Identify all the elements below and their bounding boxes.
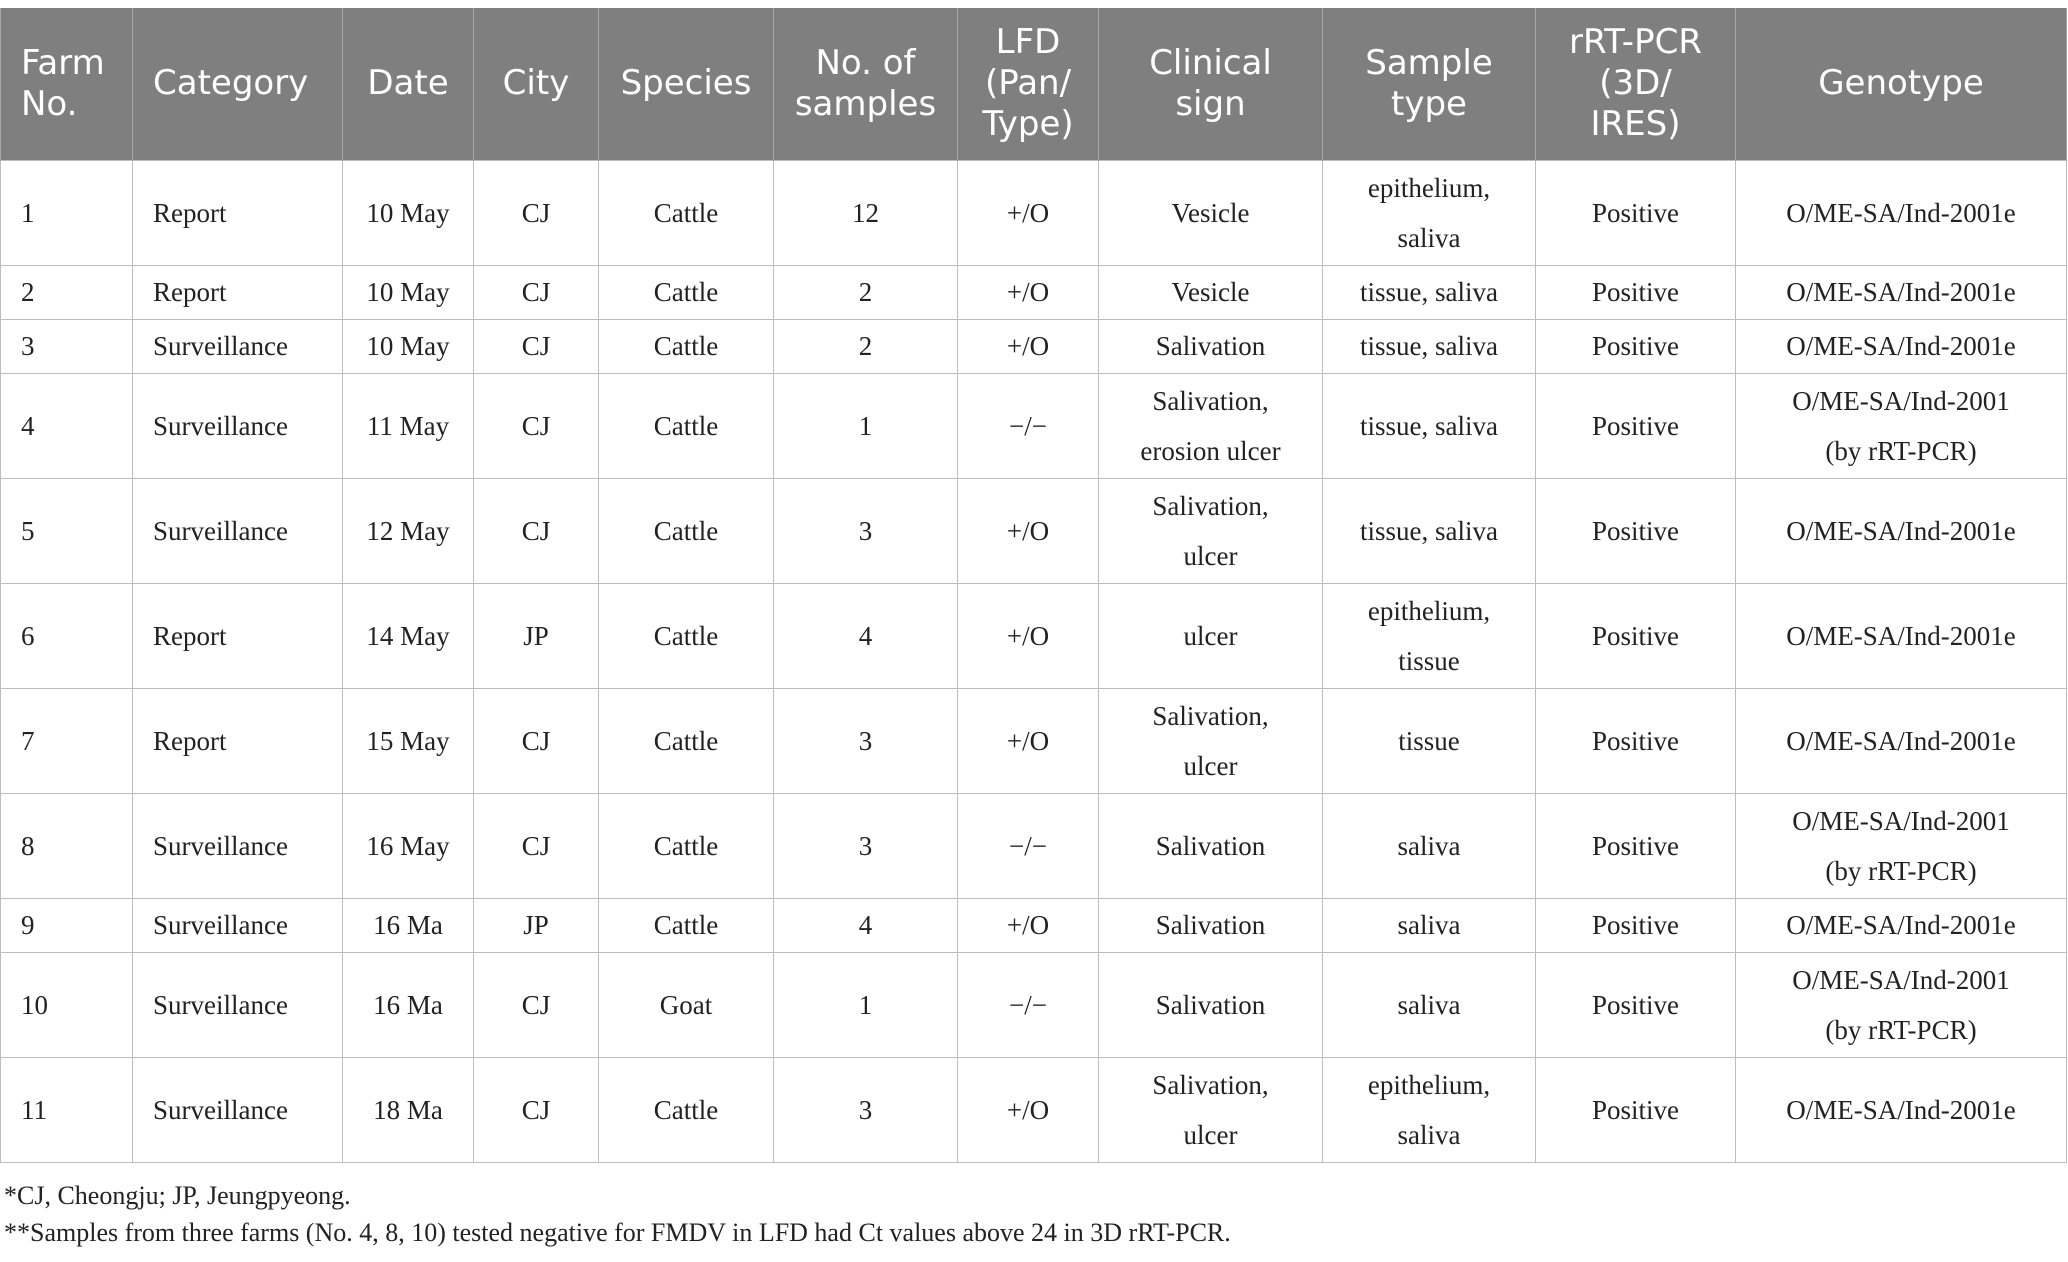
cell-genotype: O/ME-SA/Ind-2001e xyxy=(1736,319,2067,373)
cell-farm-no: 9 xyxy=(1,898,133,952)
table-container xyxy=(0,8,2068,1251)
table-row xyxy=(1,319,2067,373)
cell-genotype: O/ME-SA/Ind-2001e xyxy=(1736,583,2067,688)
cell-category: Surveillance xyxy=(133,898,343,952)
cell-species: Cattle xyxy=(599,478,774,583)
header-lfd: LFD (Pan/ Type) xyxy=(958,8,1099,160)
cell-lfd: −/− xyxy=(958,952,1099,1057)
table-row xyxy=(1,793,2067,898)
cell-date: 16 May xyxy=(343,793,474,898)
cell-clinical-sign: Vesicle xyxy=(1099,265,1323,319)
cell-city: JP xyxy=(474,583,599,688)
cell-no-of-samples: 2 xyxy=(774,265,958,319)
cell-lfd: +/O xyxy=(958,688,1099,793)
cell-lfd: +/O xyxy=(958,583,1099,688)
cell-lfd: +/O xyxy=(958,1057,1099,1162)
cell-clinical-sign: Salivation xyxy=(1099,952,1323,1057)
cell-sample-type: tissue, saliva xyxy=(1323,478,1536,583)
cell-date: 16 Ma xyxy=(343,898,474,952)
cell-category: Report xyxy=(133,160,343,265)
cell-rrt-pcr: Positive xyxy=(1536,319,1736,373)
table-body xyxy=(1,160,2067,1162)
cell-species: Goat xyxy=(599,952,774,1057)
cell-species: Cattle xyxy=(599,1057,774,1162)
header-no-of-samples: No. of samples xyxy=(774,8,958,160)
cell-no-of-samples: 3 xyxy=(774,478,958,583)
footnote: **Samples from three farms (No. 4, 8, 10) tested negative for FMDV in LFD had Ct values above 24 in 3D rRT-PCR. xyxy=(4,1217,1231,1247)
cell-sample-type: tissue, saliva xyxy=(1323,319,1536,373)
cell-category: Report xyxy=(133,265,343,319)
cell-lfd: +/O xyxy=(958,478,1099,583)
cell-rrt-pcr: Positive xyxy=(1536,373,1736,478)
cell-genotype: O/ME-SA/Ind-2001e xyxy=(1736,160,2067,265)
cell-city: CJ xyxy=(474,688,599,793)
cell-no-of-samples: 1 xyxy=(774,952,958,1057)
cell-lfd: +/O xyxy=(958,898,1099,952)
cell-date: 18 Ma xyxy=(343,1057,474,1162)
header-clinical-sign: Clinical sign xyxy=(1099,8,1323,160)
cell-city: CJ xyxy=(474,478,599,583)
cell-sample-type: epithelium, tissue xyxy=(1323,583,1536,688)
table-notes xyxy=(0,1177,2068,1251)
cell-clinical-sign: ulcer xyxy=(1099,583,1323,688)
cell-city: JP xyxy=(474,898,599,952)
cell-genotype: O/ME-SA/Ind-2001e xyxy=(1736,1057,2067,1162)
table-row xyxy=(1,160,2067,265)
cell-lfd: +/O xyxy=(958,319,1099,373)
cell-no-of-samples: 12 xyxy=(774,160,958,265)
cell-farm-no: 2 xyxy=(1,265,133,319)
cell-date: 16 Ma xyxy=(343,952,474,1057)
cell-date: 10 May xyxy=(343,160,474,265)
cell-category: Report xyxy=(133,583,343,688)
cell-rrt-pcr: Positive xyxy=(1536,898,1736,952)
cell-no-of-samples: 3 xyxy=(774,1057,958,1162)
cell-species: Cattle xyxy=(599,265,774,319)
cell-farm-no: 7 xyxy=(1,688,133,793)
cell-farm-no: 11 xyxy=(1,1057,133,1162)
cell-sample-type: tissue xyxy=(1323,688,1536,793)
cell-farm-no: 10 xyxy=(1,952,133,1057)
header-date: Date xyxy=(343,8,474,160)
cell-sample-type: epithelium, saliva xyxy=(1323,1057,1536,1162)
header-farm-no: Farm No. xyxy=(1,8,133,160)
cell-sample-type: tissue, saliva xyxy=(1323,265,1536,319)
cell-species: Cattle xyxy=(599,793,774,898)
cell-species: Cattle xyxy=(599,583,774,688)
cell-lfd: −/− xyxy=(958,373,1099,478)
cell-genotype: O/ME-SA/Ind-2001 (by rRT-PCR) xyxy=(1736,952,2067,1057)
cell-clinical-sign: Salivation xyxy=(1099,793,1323,898)
cell-rrt-pcr: Positive xyxy=(1536,952,1736,1057)
cell-date: 11 May xyxy=(343,373,474,478)
cell-rrt-pcr: Positive xyxy=(1536,160,1736,265)
cell-rrt-pcr: Positive xyxy=(1536,583,1736,688)
cell-lfd: +/O xyxy=(958,160,1099,265)
cell-species: Cattle xyxy=(599,319,774,373)
cell-clinical-sign: Salivation, erosion ulcer xyxy=(1099,373,1323,478)
cell-no-of-samples: 1 xyxy=(774,373,958,478)
cell-lfd: −/− xyxy=(958,793,1099,898)
cell-species: Cattle xyxy=(599,898,774,952)
cell-rrt-pcr: Positive xyxy=(1536,688,1736,793)
cell-sample-type: epithelium, saliva xyxy=(1323,160,1536,265)
header-species: Species xyxy=(599,8,774,160)
cell-genotype: O/ME-SA/Ind-2001 (by rRT-PCR) xyxy=(1736,793,2067,898)
cell-sample-type: tissue, saliva xyxy=(1323,373,1536,478)
cell-farm-no: 5 xyxy=(1,478,133,583)
cell-genotype: O/ME-SA/Ind-2001e xyxy=(1736,265,2067,319)
cell-farm-no: 1 xyxy=(1,160,133,265)
cell-sample-type: saliva xyxy=(1323,952,1536,1057)
table-row xyxy=(1,373,2067,478)
cell-clinical-sign: Vesicle xyxy=(1099,160,1323,265)
table-row xyxy=(1,1057,2067,1162)
header-sample-type: Sample type xyxy=(1323,8,1536,160)
cell-date: 10 May xyxy=(343,319,474,373)
table-row xyxy=(1,478,2067,583)
cell-category: Surveillance xyxy=(133,952,343,1057)
table-row xyxy=(1,898,2067,952)
cell-date: 12 May xyxy=(343,478,474,583)
cell-city: CJ xyxy=(474,160,599,265)
cell-farm-no: 8 xyxy=(1,793,133,898)
cell-city: CJ xyxy=(474,319,599,373)
cell-species: Cattle xyxy=(599,160,774,265)
header-rrt-pcr: rRT-PCR (3D/ IRES) xyxy=(1536,8,1736,160)
cell-rrt-pcr: Positive xyxy=(1536,478,1736,583)
cell-clinical-sign: Salivation xyxy=(1099,898,1323,952)
cell-date: 14 May xyxy=(343,583,474,688)
cell-genotype: O/ME-SA/Ind-2001e xyxy=(1736,478,2067,583)
table-row xyxy=(1,583,2067,688)
cell-no-of-samples: 4 xyxy=(774,898,958,952)
cell-sample-type: saliva xyxy=(1323,898,1536,952)
cell-rrt-pcr: Positive xyxy=(1536,793,1736,898)
cell-farm-no: 4 xyxy=(1,373,133,478)
table-row xyxy=(1,952,2067,1057)
cell-no-of-samples: 4 xyxy=(774,583,958,688)
cell-clinical-sign: Salivation xyxy=(1099,319,1323,373)
cell-clinical-sign: Salivation, ulcer xyxy=(1099,688,1323,793)
cell-category: Surveillance xyxy=(133,793,343,898)
cell-date: 15 May xyxy=(343,688,474,793)
header-city: City xyxy=(474,8,599,160)
cell-category: Surveillance xyxy=(133,478,343,583)
cell-rrt-pcr: Positive xyxy=(1536,265,1736,319)
cell-city: CJ xyxy=(474,265,599,319)
cell-city: CJ xyxy=(474,952,599,1057)
cell-date: 10 May xyxy=(343,265,474,319)
cell-farm-no: 3 xyxy=(1,319,133,373)
cell-sample-type: saliva xyxy=(1323,793,1536,898)
cell-species: Cattle xyxy=(599,373,774,478)
table-row xyxy=(1,265,2067,319)
cell-city: CJ xyxy=(474,373,599,478)
header-row xyxy=(1,8,2067,160)
cell-city: CJ xyxy=(474,793,599,898)
cell-genotype: O/ME-SA/Ind-2001e xyxy=(1736,688,2067,793)
table-header xyxy=(1,8,2067,160)
cell-species: Cattle xyxy=(599,688,774,793)
abbreviation-note: *CJ, Cheongju; JP, Jeungpyeong. xyxy=(4,1180,351,1210)
cell-lfd: +/O xyxy=(958,265,1099,319)
header-category: Category xyxy=(133,8,343,160)
cell-rrt-pcr: Positive xyxy=(1536,1057,1736,1162)
cell-no-of-samples: 3 xyxy=(774,688,958,793)
cell-farm-no: 6 xyxy=(1,583,133,688)
cell-no-of-samples: 3 xyxy=(774,793,958,898)
cell-category: Surveillance xyxy=(133,319,343,373)
farm-results-table xyxy=(0,8,2067,1163)
cell-clinical-sign: Salivation, ulcer xyxy=(1099,478,1323,583)
cell-genotype: O/ME-SA/Ind-2001 (by rRT-PCR) xyxy=(1736,373,2067,478)
cell-no-of-samples: 2 xyxy=(774,319,958,373)
table-row xyxy=(1,688,2067,793)
cell-city: CJ xyxy=(474,1057,599,1162)
cell-genotype: O/ME-SA/Ind-2001e xyxy=(1736,898,2067,952)
cell-category: Surveillance xyxy=(133,1057,343,1162)
header-genotype: Genotype xyxy=(1736,8,2067,160)
cell-category: Report xyxy=(133,688,343,793)
cell-category: Surveillance xyxy=(133,373,343,478)
cell-clinical-sign: Salivation, ulcer xyxy=(1099,1057,1323,1162)
